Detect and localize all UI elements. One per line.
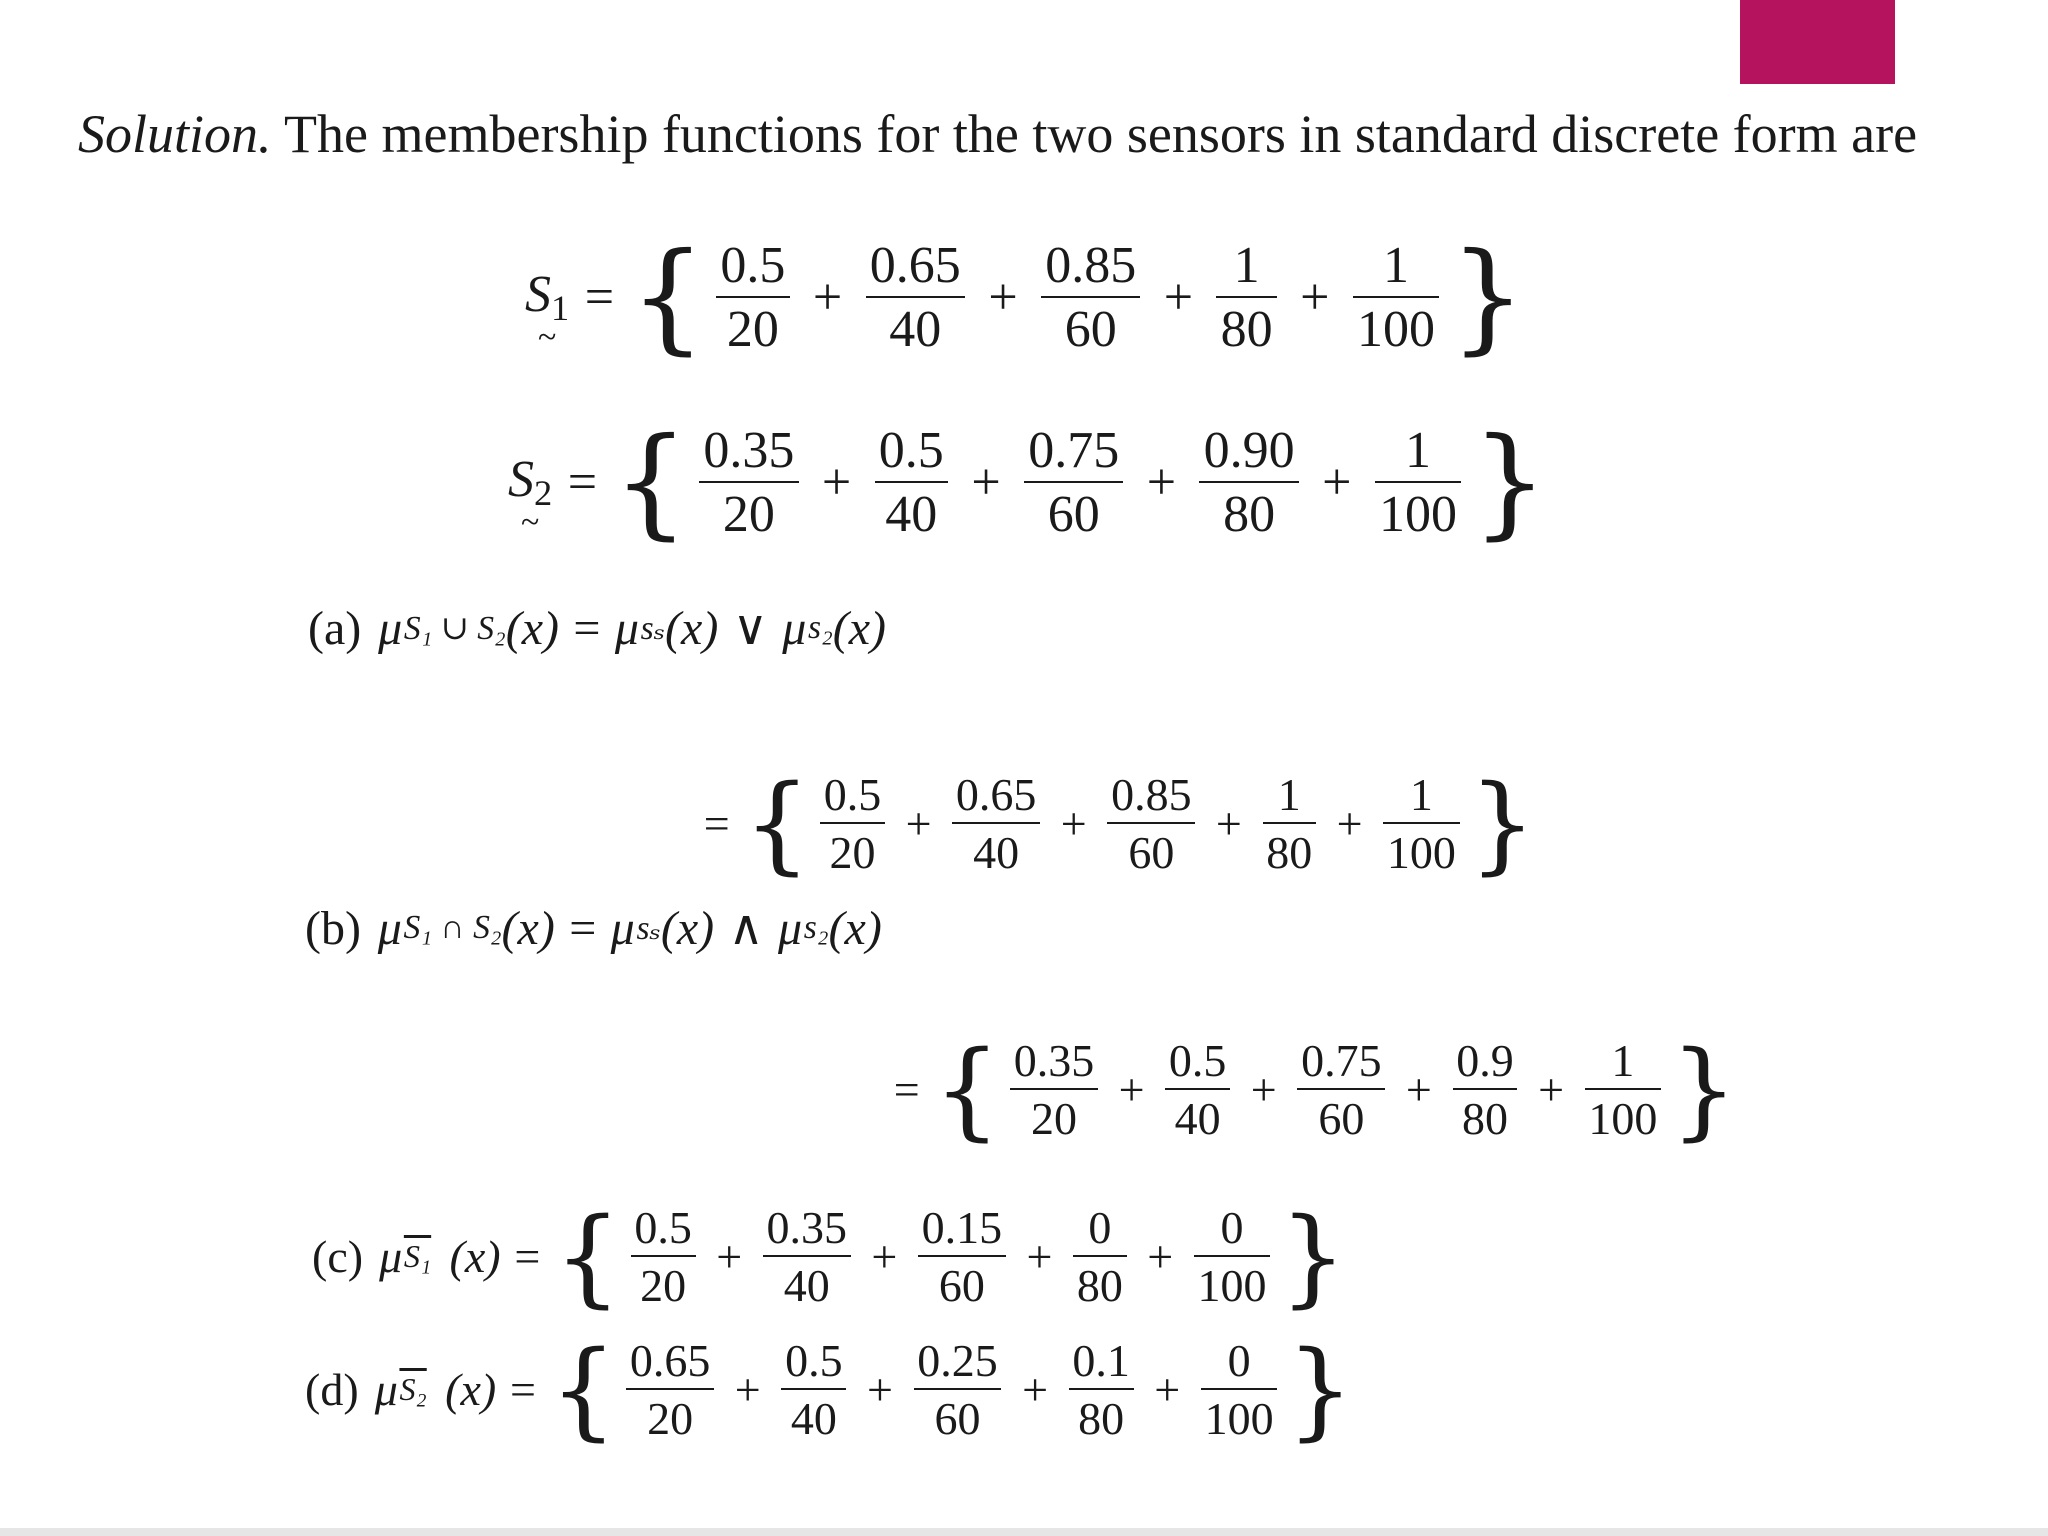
solution-intro xyxy=(78,98,1958,170)
plus-sign: + xyxy=(1154,1364,1181,1415)
fraction-term xyxy=(914,1334,1002,1445)
equation-a-union: (a) μ S₁ ∪ S₂ (x) = μ sₛ (x) ∨ μ s₂ (x) xyxy=(308,601,887,655)
left-brace: { xyxy=(549,1328,618,1451)
left-brace: { xyxy=(743,762,811,885)
right-brace: } xyxy=(1286,1328,1354,1451)
fraction-term xyxy=(820,768,885,879)
plus-sign: + xyxy=(1336,798,1363,849)
fraction-term xyxy=(1297,1034,1385,1145)
equation-s1-lhs: $S_1$ ~ = xyxy=(525,266,615,357)
fraction-numerator: 1 xyxy=(1405,421,1432,479)
fraction-term xyxy=(1201,1334,1277,1445)
fraction-term xyxy=(1199,421,1298,544)
fraction-numerator: 0.9 xyxy=(1456,1035,1514,1087)
plus-sign: + xyxy=(1026,1231,1053,1282)
equation-a-result: = { $\frac{0.5}{20}$ + $\frac{0.65}{40}$ + $\frac{0.85}{60}$ + $\frac{1}{80}$ + $\frac{1}{100}$ } xyxy=(703,762,1537,885)
fraction-denominator: 100 xyxy=(1588,1092,1658,1144)
fraction-term xyxy=(716,236,789,359)
fraction-denominator: 60 xyxy=(1318,1092,1365,1144)
fraction-denominator: 100 xyxy=(1357,301,1436,359)
fraction-term xyxy=(631,1201,696,1312)
fraction-term xyxy=(1263,768,1316,879)
fraction-term xyxy=(952,768,1040,879)
solution-label: Solution. xyxy=(78,104,272,164)
fraction-term xyxy=(1585,1034,1661,1145)
fraction-term xyxy=(1107,768,1195,879)
fraction-numerator: 0.75 xyxy=(1028,421,1120,479)
fraction-term xyxy=(781,1334,846,1445)
fraction-numerator: 0.65 xyxy=(629,1335,711,1387)
fraction-denominator: 40 xyxy=(889,301,942,359)
fraction-numerator: 0.85 xyxy=(1045,236,1137,294)
right-brace: } xyxy=(1471,413,1548,552)
fraction-term xyxy=(1069,1334,1134,1445)
fraction-numerator: 0.90 xyxy=(1203,421,1295,479)
fraction-denominator: 80 xyxy=(1461,1092,1508,1144)
fraction-numerator: 0.65 xyxy=(869,236,961,294)
fraction-numerator: 0.25 xyxy=(917,1335,998,1387)
fraction-numerator: 0.85 xyxy=(1111,769,1192,821)
fraction-denominator: 60 xyxy=(1047,486,1100,544)
fraction-term xyxy=(1165,1034,1230,1145)
fraction-denominator: 20 xyxy=(640,1259,687,1311)
fraction-numerator: 1 xyxy=(1383,236,1410,294)
fraction-denominator: 80 xyxy=(1220,301,1273,359)
fraction-term xyxy=(875,421,948,544)
equation-c-complement: (c) μ S₁ (x) = { $\frac{0.5}{20}$ + $\frac{0.35}{40}$ + $\frac{0.15}{60}$ + $\frac{0}{80}$ + $\frac{0}{100}$ } xyxy=(312,1195,1347,1318)
fraction-denominator: 20 xyxy=(726,301,779,359)
plus-sign: + xyxy=(871,1231,898,1282)
fraction-denominator: 100 xyxy=(1197,1259,1267,1311)
equation-s2-set xyxy=(613,413,1548,552)
plus-sign: + xyxy=(1146,454,1177,511)
fraction-term xyxy=(1383,768,1459,879)
fraction-denominator: 40 xyxy=(885,486,938,544)
plus-sign: + xyxy=(734,1364,761,1415)
fraction-term xyxy=(1353,236,1439,359)
left-brace: { xyxy=(554,1195,622,1318)
fraction-numerator: 0.65 xyxy=(955,769,1037,821)
plus-sign: + xyxy=(1118,1064,1145,1115)
plus-sign: + xyxy=(1060,798,1087,849)
fraction-term xyxy=(1375,421,1461,544)
fraction-denominator: 40 xyxy=(973,826,1020,878)
fraction-numerator: 0.1 xyxy=(1072,1335,1130,1387)
plus-sign: + xyxy=(1022,1364,1049,1415)
fraction-term xyxy=(699,421,798,544)
fraction-term xyxy=(1024,421,1123,544)
fraction-denominator: 20 xyxy=(1030,1092,1077,1144)
fraction-denominator: 40 xyxy=(790,1392,837,1444)
fraction-term xyxy=(626,1334,714,1445)
fraction-numerator: 0 xyxy=(1220,1202,1244,1254)
left-brace: { xyxy=(629,228,706,367)
left-brace: { xyxy=(933,1028,1001,1151)
accent-block xyxy=(1740,0,1895,84)
equation-s2-lhs: $S_2$ ~ = xyxy=(508,451,598,542)
plus-sign: + xyxy=(821,454,852,511)
plus-sign: + xyxy=(905,798,932,849)
fraction-numerator: 1 xyxy=(1611,1035,1635,1087)
plus-sign: + xyxy=(866,1364,893,1415)
plus-sign: + xyxy=(1300,269,1330,326)
fraction-denominator: 20 xyxy=(829,826,876,878)
plus-sign: + xyxy=(1322,454,1352,511)
fraction-numerator: 1 xyxy=(1233,236,1260,294)
fraction-denominator: 20 xyxy=(722,486,775,544)
fraction-denominator: 80 xyxy=(1076,1259,1123,1311)
fraction-term xyxy=(1453,1034,1518,1145)
equation-b-result: = { $\frac{0.35}{20}$ + $\frac{0.5}{40}$ + $\frac{0.75}{60}$ + $\frac{0.9}{80}$ + $\frac{1}{100}$ } xyxy=(893,1028,1738,1151)
fraction-term xyxy=(1216,236,1276,359)
equation-d-complement: (d) μ S₂ (x) = { $\frac{0.65}{20}$ + $\frac{0.5}{40}$ + $\frac{0.25}{60}$ + $\frac{0.1}{80}$ + $\frac{0}{100}$ } xyxy=(305,1328,1354,1451)
fraction-numerator: 0.5 xyxy=(634,1202,692,1254)
fraction-denominator: 60 xyxy=(938,1259,985,1311)
right-brace: } xyxy=(1449,228,1526,367)
plus-sign: + xyxy=(1405,1064,1432,1115)
fraction-numerator: 0.5 xyxy=(785,1335,843,1387)
fraction-denominator: 80 xyxy=(1078,1392,1125,1444)
fraction-numerator: 0.35 xyxy=(703,421,795,479)
fraction-term xyxy=(1194,1201,1270,1312)
plus-sign: + xyxy=(716,1231,743,1282)
fraction-numerator: 0.15 xyxy=(921,1202,1003,1254)
fraction-denominator: 80 xyxy=(1223,486,1276,544)
fraction-term xyxy=(866,236,965,359)
fraction-numerator: 0.5 xyxy=(720,236,786,294)
plus-sign: + xyxy=(1250,1064,1277,1115)
right-brace: } xyxy=(1468,762,1537,885)
fraction-numerator: 0.75 xyxy=(1301,1035,1382,1087)
fraction-denominator: 60 xyxy=(934,1392,981,1444)
equation-s2 xyxy=(508,413,1548,552)
fraction-numerator: 1 xyxy=(1409,769,1433,821)
plus-sign: + xyxy=(971,454,1001,511)
fraction-numerator: 0.5 xyxy=(878,421,944,479)
fraction-term xyxy=(1010,1034,1098,1145)
fraction-denominator: 60 xyxy=(1128,826,1175,878)
plus-sign: + xyxy=(988,269,1018,326)
fraction-denominator: 100 xyxy=(1386,826,1456,878)
fraction-term xyxy=(1073,1201,1126,1312)
fraction-denominator: 100 xyxy=(1379,486,1458,544)
fraction-term xyxy=(1041,236,1140,359)
fraction-denominator: 80 xyxy=(1266,826,1313,878)
plus-sign: + xyxy=(1163,269,1194,326)
fraction-denominator: 20 xyxy=(647,1392,694,1444)
equation-s1-set xyxy=(630,228,1526,367)
bottom-strip xyxy=(0,1528,2048,1536)
plus-sign: + xyxy=(812,269,843,326)
plus-sign: + xyxy=(1538,1064,1565,1115)
equation-b-intersection: (b) μ S₁ ∩ S₂ (x) = μ sₛ (x) ∧ μ s₂ (x) xyxy=(305,901,882,955)
plus-sign: + xyxy=(1147,1231,1174,1282)
equation-s1 xyxy=(525,228,1526,367)
right-brace: } xyxy=(1670,1028,1738,1151)
fraction-numerator: 1 xyxy=(1277,769,1301,821)
solution-text: The membership functions for the two sensors in standard discrete form are xyxy=(284,104,1918,164)
fraction-numerator: 0 xyxy=(1088,1202,1112,1254)
fraction-numerator: 0 xyxy=(1227,1335,1251,1387)
fraction-numerator: 0.5 xyxy=(1168,1035,1227,1087)
right-brace: } xyxy=(1279,1195,1347,1318)
fraction-numerator: 0.35 xyxy=(766,1202,847,1254)
fraction-denominator: 100 xyxy=(1204,1392,1274,1444)
fraction-numerator: 0.35 xyxy=(1013,1035,1095,1087)
fraction-denominator: 40 xyxy=(1174,1092,1221,1144)
left-brace: { xyxy=(612,413,689,552)
plus-sign: + xyxy=(1215,798,1242,849)
fraction-denominator: 40 xyxy=(783,1259,830,1311)
fraction-term xyxy=(763,1201,851,1312)
fraction-denominator: 60 xyxy=(1064,301,1117,359)
fraction-term xyxy=(918,1201,1006,1312)
fraction-numerator: 0.5 xyxy=(823,769,882,821)
